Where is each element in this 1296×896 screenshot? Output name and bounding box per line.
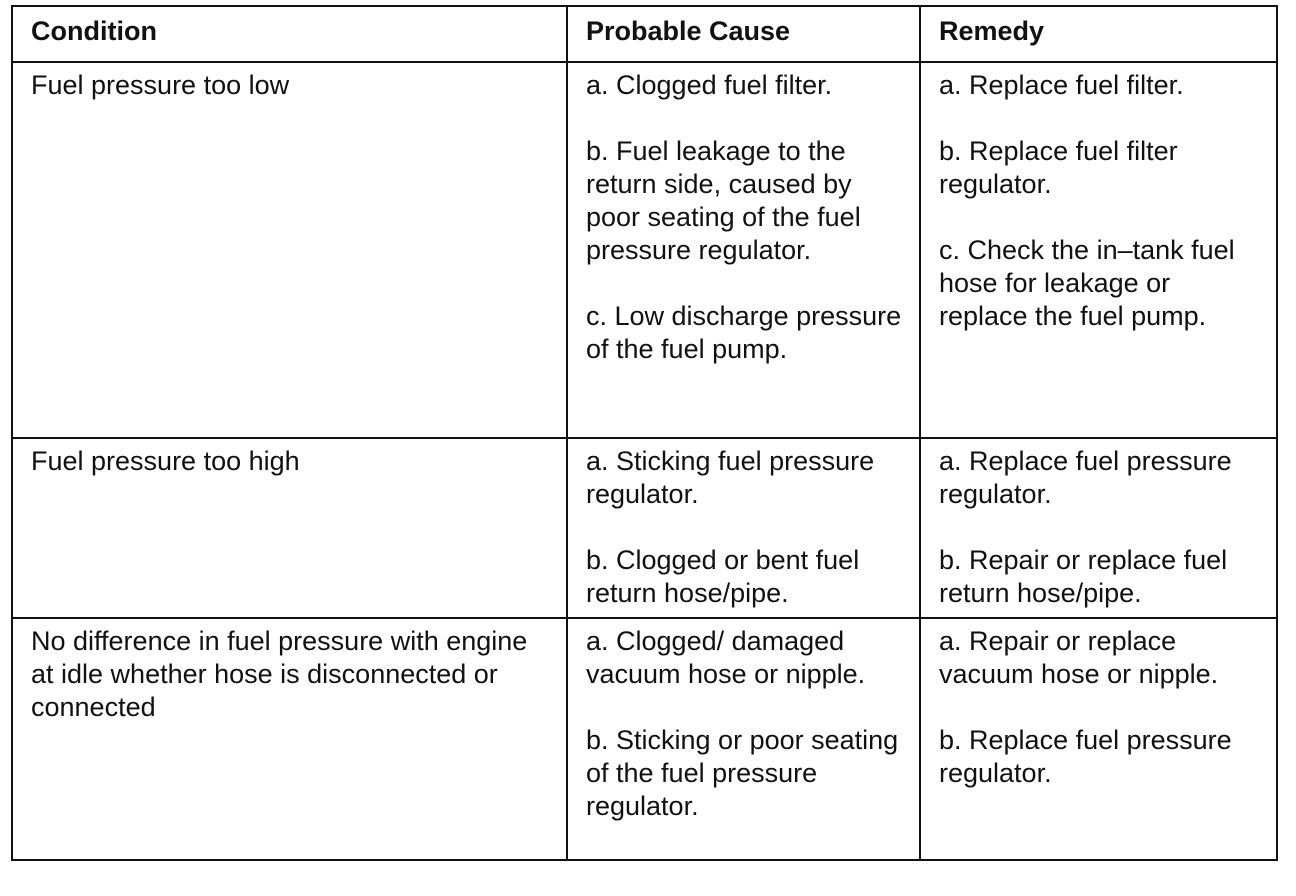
remedy-item: b. Replace fuel pressure regulator. [939,725,1232,788]
remedy-cell [920,438,1277,618]
cause-cell [567,62,920,438]
table-row [12,618,1277,860]
remedy-item: c. Check the in–tank fuel hose for leakage or replace the fuel pump. [939,235,1235,331]
troubleshooting-table [11,5,1278,861]
cause-item: b. Fuel leakage to the return side, caused by poor seating of the fuel pressure regulator. [586,136,861,265]
condition-cell: Fuel pressure too low [12,62,567,438]
remedy-item: b. Repair or replace fuel return hose/pipe. [939,545,1228,608]
cause-item: c. Low discharge pressure of the fuel pump. [586,301,902,364]
table-row [12,438,1277,618]
cause-item: b. Sticking or poor seating of the fuel pressure regulator. [586,725,899,821]
remedy-item: b. Replace fuel filter regulator. [939,136,1178,199]
cause-cell [567,438,920,618]
cause-item: a. Clogged/ damaged vacuum hose or nipple. [586,626,866,689]
table-row [12,62,1277,438]
condition-cell: No difference in fuel pressure with engine at idle whether hose is disconnected or connected [12,618,567,860]
condition-cell: Fuel pressure too high [12,438,567,618]
header-probable-cause: Probable Cause [567,6,920,62]
cause-cell [567,618,920,860]
remedy-item: a. Repair or replace vacuum hose or nipple. [939,626,1219,689]
cause-item: b. Clogged or bent fuel return hose/pipe. [586,545,860,608]
remedy-item: a. Replace fuel filter. [939,70,1184,100]
remedy-cell [920,62,1277,438]
header-condition: Condition [12,6,567,62]
remedy-cell [920,618,1277,860]
cause-item: a. Clogged fuel filter. [586,70,833,100]
header-remedy: Remedy [920,6,1277,62]
cause-item: a. Sticking fuel pressure regulator. [586,446,875,509]
header-row [12,6,1277,62]
remedy-item: a. Replace fuel pressure regulator. [939,446,1232,509]
